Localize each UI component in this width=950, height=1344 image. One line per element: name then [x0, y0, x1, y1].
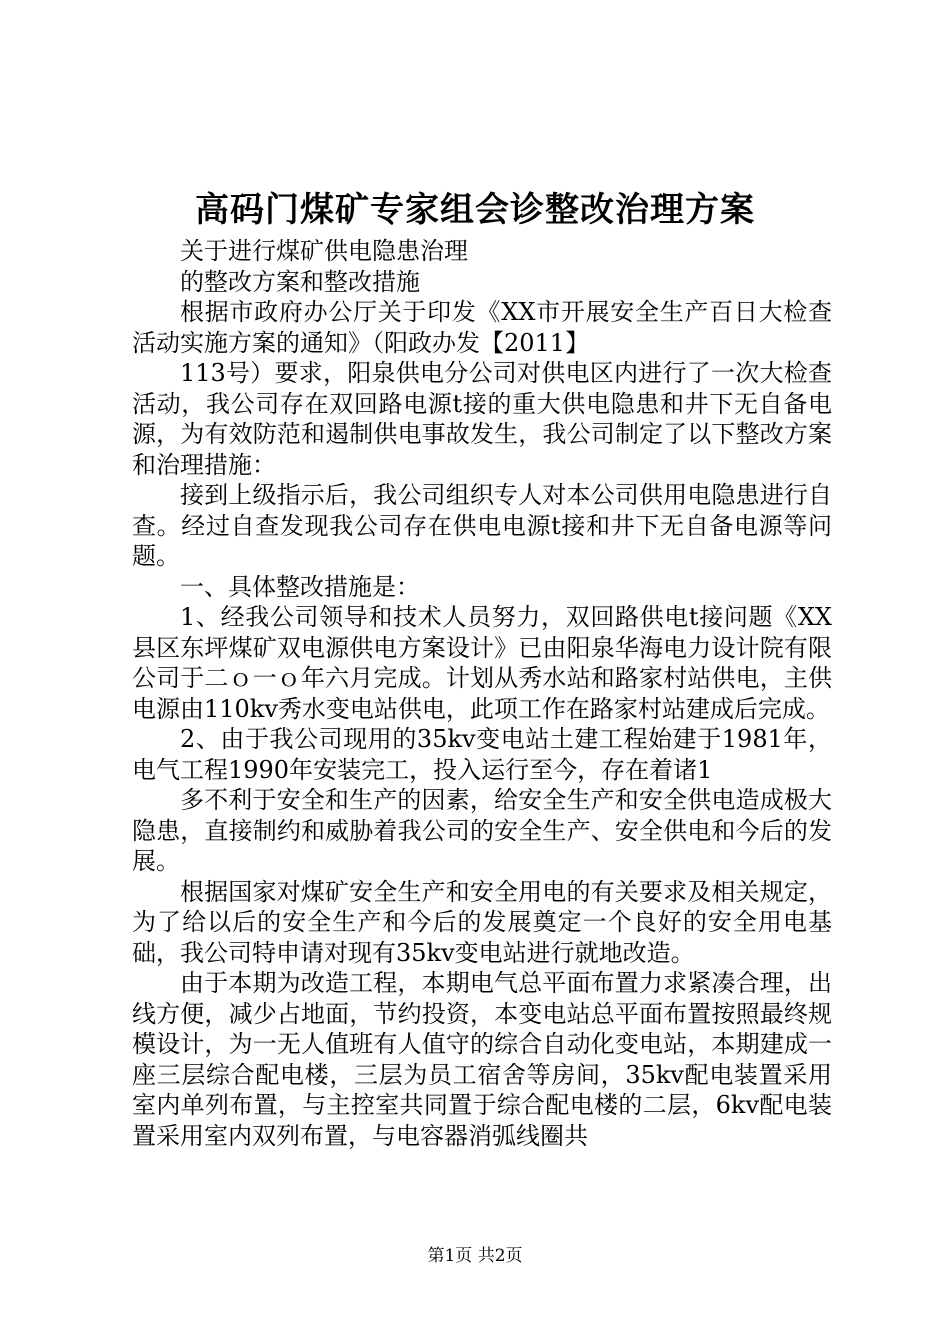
paragraph-11: 由于本期为改造工程，本期电气总平面布置力求紧凑合理，出线方便，减少占地面，节约投资，本变电站总平面布置按照最终规模设计，为一无人值班有人值守的综合自动化变电站，本期建成一座三层综合配电楼，三层为员工宿舍等房间，35kv配电装置采用室内单列布置，与主控室共同置于综合配电楼的二层，6kv配电装置采用室内双列布置，与电容器消弧线圈共 — [132, 969, 832, 1150]
paragraph-8: 2、由于我公司现用的35kv变电站土建工程始建于1981年，电气工程1990年安装完工，投入运行至今，存在着诸1 — [132, 725, 832, 784]
paragraph-7: 1、经我公司领导和技术人员努力，双回路供电t接问题《XX县区东坪煤矿双电源供电方案设计》已由阳泉华海电力设计院有限公司于二ｏ一ｏ年六月完成。计划从秀水站和路家村站供电，主供电源由110kv秀水变电站供电，此项工作在路家村站建成后完成。 — [132, 603, 832, 723]
paragraph-4: 113号）要求，阳泉供电分公司对供电区内进行了一次大检查活动，我公司存在双回路电源t接的重大供电隐患和井下无自备电源，为有效防范和遏制供电事故发生，我公司制定了以下整改方案和治理措施： — [132, 359, 832, 479]
paragraph-9: 多不利于安全和生产的因素，给安全生产和安全供电造成极大隐患，直接制约和威胁着我公司的安全生产、安全供电和今后的发展。 — [132, 786, 832, 875]
document-body — [132, 236, 832, 1151]
page-footer: 第1页 共2页 — [427, 1246, 523, 1266]
paragraph-3: 根据市政府办公厅关于印发《XX市开展安全生产百日大检查活动实施方案的通知》（阳政办发【2011】 — [132, 298, 832, 357]
paragraph-5: 接到上级指示后，我公司组织专人对本公司供用电隐患进行自查。经过自查发现我公司存在供电电源t接和井下无自备电源等问题。 — [132, 481, 832, 570]
paragraph-2: 的整改方案和整改措施 — [180, 267, 420, 296]
paragraph-10: 根据国家对煤矿安全生产和安全用电的有关要求及相关规定，为了给以后的安全生产和今后的发展奠定一个良好的安全用电基础，我公司特申请对现有35kv变电站进行就地改造。 — [132, 877, 832, 967]
paragraph-6: 一、具体整改措施是： — [180, 572, 420, 601]
document-title: 高码门煤矿专家组会诊整改治理方案 — [195, 190, 755, 230]
paragraph-1: 关于进行煤矿供电隐患治理 — [180, 237, 468, 265]
